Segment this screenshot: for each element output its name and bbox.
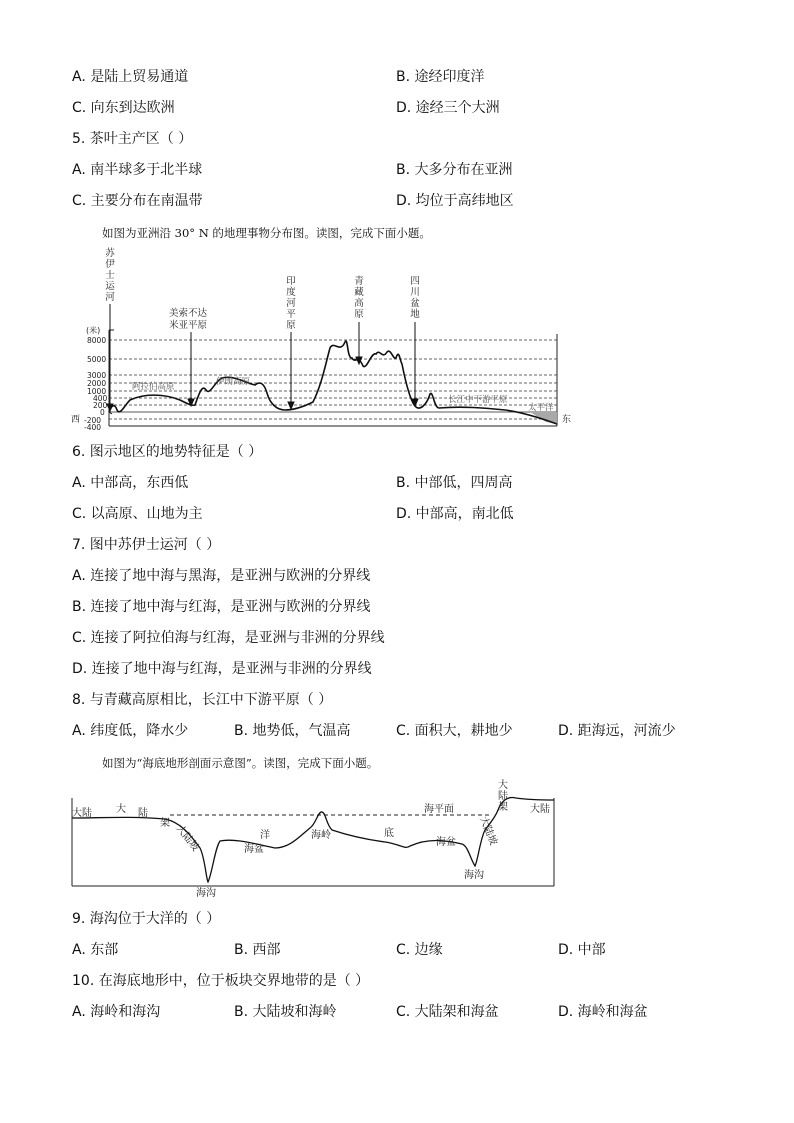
label-ocean-char: 底 bbox=[384, 828, 394, 839]
label-continent-left: 大陆 bbox=[72, 808, 92, 819]
q8-stem: 8. 与青藏高原相比，长江中下游平原（ ） bbox=[72, 692, 333, 708]
q7-stem: 7. 图中苏伊士运河（ ） bbox=[72, 537, 221, 553]
q6-option-d: D. 中部高，南北低 bbox=[396, 506, 514, 522]
label-indus-plain: 原 bbox=[286, 320, 296, 331]
label-mesopotamia: 米亚平原 bbox=[168, 320, 208, 331]
y-tick-label: 400 bbox=[93, 394, 108, 403]
y-tick-label: 5000 bbox=[87, 355, 107, 364]
q4-option-b: B. 途经印度洋 bbox=[396, 69, 485, 85]
q8-option-d: D. 距海远，河流少 bbox=[558, 723, 676, 739]
label-continental-slope-left: 大陆坡 bbox=[173, 823, 201, 854]
y-tick-label: -400 bbox=[84, 423, 102, 432]
label-iran-plateau: 伊朗高原 bbox=[216, 377, 251, 387]
q7-option-c: C. 连接了阿拉伯海与红海，是亚洲与非洲的分界线 bbox=[72, 630, 385, 646]
y-tick-label: 0 bbox=[100, 408, 105, 417]
y-tick-label: 2000 bbox=[87, 379, 107, 388]
q5-option-b: B. 大多分布在亚洲 bbox=[396, 162, 513, 178]
label-indus-plain: 河 bbox=[286, 298, 296, 309]
label-continental-shelf-left: 架 bbox=[160, 818, 170, 829]
q9-option-d: D. 中部 bbox=[558, 942, 606, 958]
y-tick-label: 200 bbox=[93, 401, 108, 410]
label-sichuan-basin: 四 bbox=[410, 276, 420, 287]
q8-option-a: A. 纬度低，降水少 bbox=[72, 723, 189, 739]
label-continental-slope-right: 大陆坡 bbox=[477, 815, 499, 847]
label-sichuan-basin: 川 bbox=[410, 287, 420, 298]
q8-option-c: C. 面积大，耕地少 bbox=[396, 723, 513, 739]
q4-option-c: C. 向东到达欧洲 bbox=[72, 100, 175, 116]
q4-option-a: A. 是陆上贸易通道 bbox=[72, 69, 189, 85]
label-basin-right: 海盆 bbox=[436, 837, 456, 848]
label-suez-canal: 士 bbox=[105, 270, 115, 281]
q10-option-b: B. 大陆坡和海岭 bbox=[234, 1004, 337, 1020]
q8-option-b: B. 地势低，气温高 bbox=[234, 723, 351, 739]
q5-option-c: C. 主要分布在南温带 bbox=[72, 193, 203, 209]
label-ridge: 海岭 bbox=[311, 830, 331, 841]
intro-asia-30n: 如图为亚洲沿 30° N 的地理事物分布图。读图，完成下面小题。 bbox=[102, 226, 431, 240]
label-tibet-plateau: 藏 bbox=[354, 287, 364, 298]
label-continental-shelf-right: 架 bbox=[498, 802, 508, 813]
label-pacific-ocean: 太平洋 bbox=[528, 403, 554, 413]
label-sichuan-basin: 盆 bbox=[410, 298, 420, 309]
q9-option-b: B. 西部 bbox=[234, 942, 281, 958]
q10-stem: 10. 在海底地形中，位于板块交界地带的是（ ） bbox=[72, 973, 370, 989]
label-sichuan-basin: 地 bbox=[410, 309, 420, 320]
label-indus-plain: 度 bbox=[286, 287, 296, 298]
y-tick-label: -200 bbox=[84, 416, 102, 425]
label-tibet-plateau: 青 bbox=[354, 276, 364, 287]
y-axis-unit: (米) bbox=[86, 326, 101, 335]
q5-stem: 5. 茶叶主产区（ ） bbox=[72, 131, 193, 147]
label-suez-canal: 运 bbox=[105, 281, 115, 292]
q4-option-d: D. 途经三个大洲 bbox=[396, 100, 500, 116]
label-continental-shelf-right: 陆 bbox=[498, 791, 508, 802]
q9-option-a: A. 东部 bbox=[72, 942, 119, 958]
label-continental-shelf-right: 大 bbox=[498, 780, 508, 791]
label-trench-right: 海沟 bbox=[464, 870, 484, 881]
label-ocean-char: 洋 bbox=[260, 830, 270, 841]
q6-option-b: B. 中部低，四周高 bbox=[396, 475, 513, 491]
label-mesopotamia: 美索不达 bbox=[168, 308, 208, 319]
direction-east: 东 bbox=[562, 415, 572, 425]
label-indus-plain: 印 bbox=[286, 276, 296, 287]
q10-option-c: C. 大陆架和海盆 bbox=[396, 1004, 499, 1020]
q5-option-a: A. 南半球多于北半球 bbox=[72, 162, 203, 178]
label-sea-level: 海平面 bbox=[424, 804, 454, 815]
y-tick-label: 8000 bbox=[87, 336, 107, 345]
y-tick-label: 3000 bbox=[87, 371, 107, 380]
label-trench-left: 海沟 bbox=[196, 888, 216, 899]
q7-option-d: D. 连接了地中海与红海，是亚洲与非洲的分界线 bbox=[72, 661, 372, 677]
q6-option-c: C. 以高原、山地为主 bbox=[72, 506, 203, 522]
direction-west: 西 bbox=[71, 415, 81, 425]
label-tibet-plateau: 原 bbox=[354, 309, 364, 320]
q9-stem: 9. 海沟位于大洋的（ ） bbox=[72, 911, 221, 927]
seafloor-profile-figure bbox=[70, 778, 558, 899]
label-suez-canal: 苏 bbox=[105, 248, 115, 259]
q6-option-a: A. 中部高，东西低 bbox=[72, 475, 189, 491]
label-suez-canal: 伊 bbox=[105, 259, 115, 270]
terrain-profile-line bbox=[109, 341, 557, 424]
label-indus-plain: 平 bbox=[286, 309, 296, 320]
q10-option-d: D. 海岭和海盆 bbox=[558, 1004, 648, 1020]
intro-seafloor: 如图为“海底地形剖面示意图”。读图，完成下面小题。 bbox=[102, 756, 379, 770]
y-tick-label: 1000 bbox=[87, 387, 107, 396]
q6-stem: 6. 图示地区的地势特征是（ ） bbox=[72, 444, 263, 460]
q7-option-a: A. 连接了地中海与黑海，是亚洲与欧洲的分界线 bbox=[72, 568, 371, 584]
label-continental-shelf-left: 陆 bbox=[138, 808, 148, 819]
q7-option-b: B. 连接了地中海与红海，是亚洲与欧洲的分界线 bbox=[72, 599, 371, 615]
q10-option-a: A. 海岭和海沟 bbox=[72, 1004, 161, 1020]
label-tibet-plateau: 高 bbox=[354, 298, 364, 309]
label-yangtze-plain: 长江中下游平原 bbox=[448, 395, 508, 405]
label-arabian-plateau: 阿拉伯高原 bbox=[132, 382, 175, 392]
q5-option-d: D. 均位于高纬地区 bbox=[396, 193, 514, 209]
asia-30n-profile-figure bbox=[60, 244, 580, 430]
q9-option-c: C. 边缘 bbox=[396, 942, 443, 958]
label-suez-canal: 河 bbox=[105, 292, 115, 303]
label-continent-right: 大陆 bbox=[530, 804, 550, 815]
label-basin-left: 海盆 bbox=[244, 844, 264, 855]
label-continental-shelf-left: 大 bbox=[116, 804, 126, 815]
